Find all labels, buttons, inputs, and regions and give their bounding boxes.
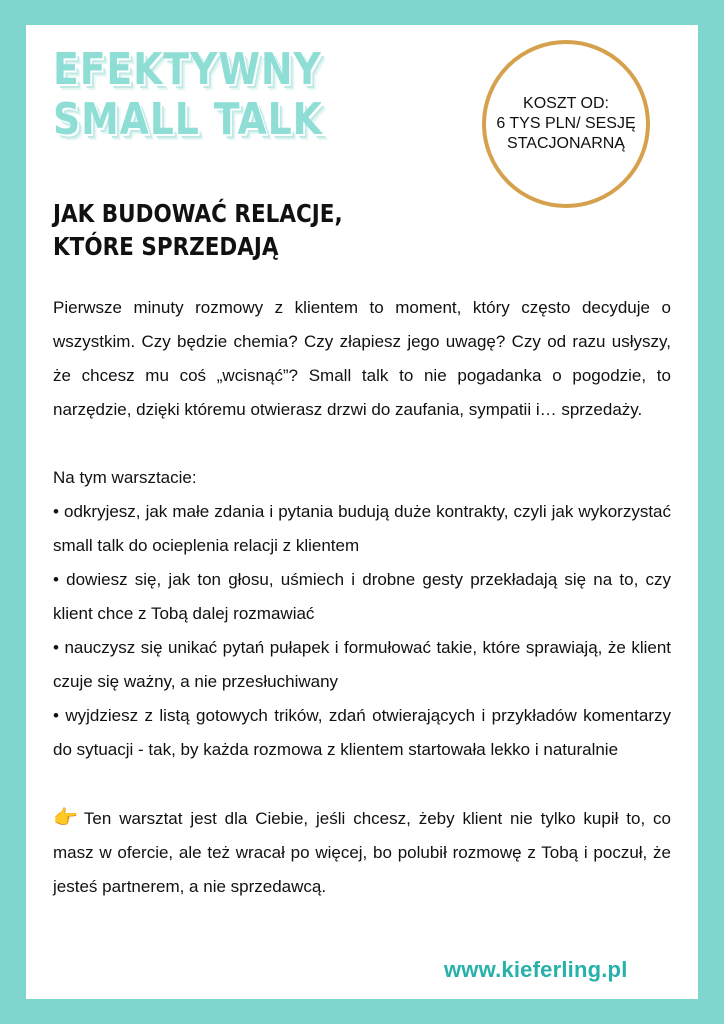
workshop-heading: Na tym warsztacie: — [53, 468, 197, 487]
pointing-hand-icon: 👉 — [53, 807, 78, 829]
title-line-1: EFEKTYWNY — [53, 44, 322, 95]
list-item: • nauczysz się unikać pytań pułapek i formułować takie, które sprawiają, że klient czuje się ważny, a nie przesłuchiwany — [53, 638, 671, 691]
intro-paragraph: Pierwsze minuty rozmowy z klientem to moment, który często decyduje o wszystkim. Czy będzie chemia? Czy złapiesz jego uwagę? Czy od razu usłyszy, że chcesz mu coś „wcisnąć”? Small talk to nie pogadanka o pogodzie, to narzędzie, dzięki któremu otwierasz drzwi do zaufania, sympatii i… sprzedaży. — [53, 298, 671, 419]
closing-paragraph — [53, 801, 671, 904]
website-link[interactable]: www.kieferling.pl — [444, 957, 628, 982]
closing-text: Ten warsztat jest dla Ciebie, jeśli chcesz, żeby klient nie tylko kupił to, co masz w ofercie, ale też wracał po więcej, bo polubił rozmowę z Tobą i poczuł, że jesteś partnerem, a nie sprzedawcą. — [53, 809, 671, 896]
subtitle-line-1: JAK BUDOWAĆ RELACJE, — [53, 199, 343, 228]
list-item: • odkryjesz, jak małe zdania i pytania budują duże kontrakty, czyli jak wykorzystać small talk do ocieplenia relacji z klientem — [53, 502, 671, 555]
body-text — [53, 291, 671, 904]
price-badge-line-3: STACJONARNĄ — [507, 135, 625, 152]
spacer — [53, 427, 671, 461]
subtitle-line-2: KTÓRE SPRZEDAJĄ — [53, 232, 279, 261]
price-badge-line-1: KOSZT OD: — [523, 95, 609, 112]
page-title — [53, 45, 323, 145]
price-badge — [482, 40, 650, 208]
title-line-2: SMALL TALK — [53, 94, 323, 145]
flyer-page — [26, 25, 698, 999]
list-item: • dowiesz się, jak ton głosu, uśmiech i drobne gesty przekładają się na to, czy klient chce z Tobą dalej rozmawiać — [53, 570, 671, 623]
spacer — [53, 767, 671, 801]
price-badge-line-2: 6 TYS PLN/ SESJĘ — [496, 115, 636, 132]
page-subtitle — [53, 197, 343, 263]
list-item: • wyjdziesz z listą gotowych trików, zdań otwierających i przykładów komentarzy do sytuacji - tak, by każda rozmowa z klientem startowała lekko i naturalnie — [53, 706, 671, 759]
benefits-list — [53, 495, 671, 767]
